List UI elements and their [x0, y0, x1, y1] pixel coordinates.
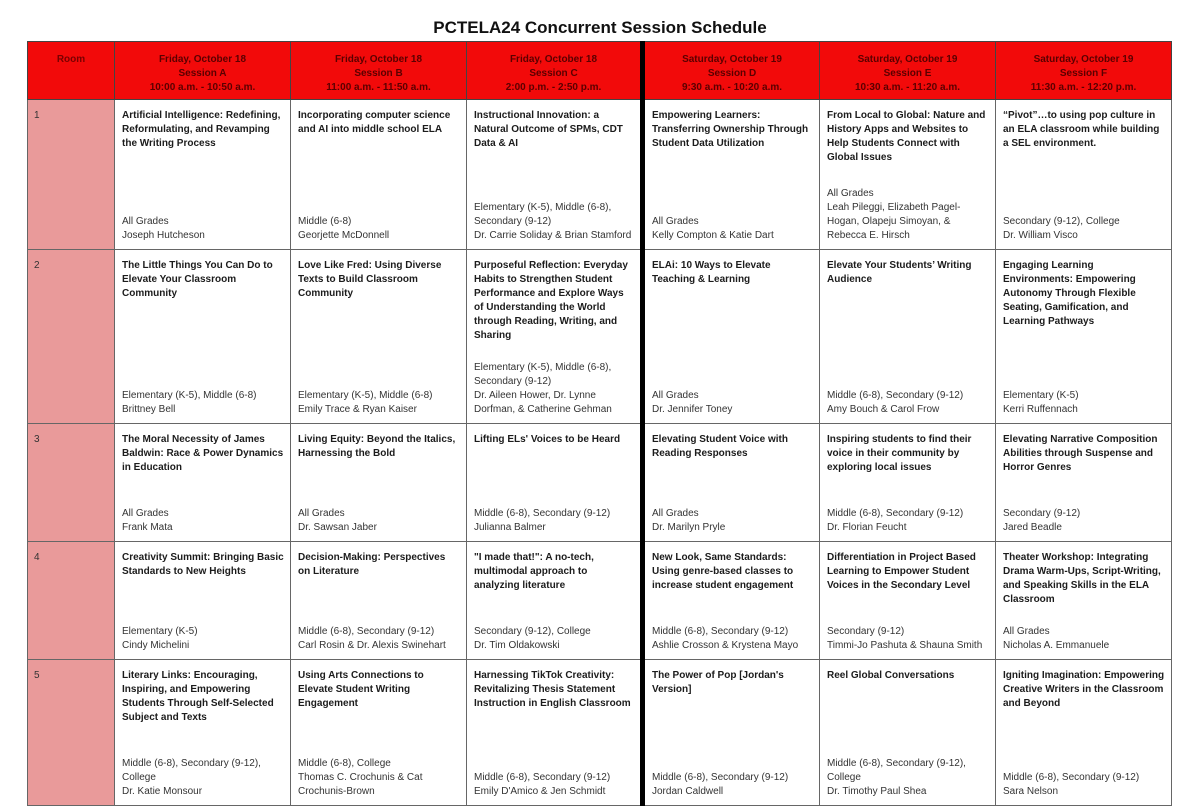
session-title: Using Arts Connections to Elevate Student Writing Engagement	[298, 670, 424, 709]
session-grades: Middle (6-8), Secondary (9-12)	[827, 390, 964, 401]
session-title: Instructional Innovation: a Natural Outcome of SPMs, CDT Data & AI	[474, 110, 623, 149]
session-presenters: Dr. Jennifer Toney	[652, 404, 733, 415]
session-presenters: Kelly Compton & Katie Dart	[652, 230, 774, 241]
session-cell	[467, 424, 643, 542]
column-session: Session E	[883, 68, 932, 79]
session-presenters: Kerri Ruffennach	[1003, 404, 1078, 415]
session-presenters: Joseph Hutcheson	[122, 230, 205, 241]
session-presenters: Dr. Sawsan Jaber	[298, 522, 377, 533]
session-cell	[291, 100, 467, 250]
column-day: Saturday, October 19	[1033, 54, 1134, 65]
session-cell	[643, 100, 820, 250]
session-grades: All Grades	[652, 216, 699, 227]
column-time: 2:00 p.m. - 2:50 p.m.	[505, 82, 602, 93]
session-presenters: Emily D'Amico & Jen Schmidt	[474, 786, 606, 797]
column-header-session-e	[820, 42, 996, 100]
session-presenters: Timmi-Jo Pashuta & Shauna Smith	[827, 640, 983, 651]
session-cell	[467, 542, 643, 660]
column-day: Saturday, October 19	[682, 54, 782, 65]
session-cell	[643, 250, 820, 424]
session-cell	[820, 250, 996, 424]
session-grades: Middle (6-8), Secondary (9-12), College	[827, 758, 966, 783]
column-time: 10:00 a.m. - 10:50 a.m.	[149, 82, 256, 93]
column-session: Session A	[178, 68, 227, 79]
session-grades: Middle (6-8), Secondary (9-12)	[298, 626, 435, 637]
room-number: 4	[28, 542, 115, 660]
session-grades: All Grades	[298, 508, 345, 519]
session-title: Empowering Learners: Transferring Ownership Through Student Data Utilization	[652, 110, 809, 149]
column-session: Session F	[1059, 68, 1108, 79]
session-cell	[643, 660, 820, 806]
session-presenters: Jordan Caldwell	[652, 786, 724, 797]
session-grades: Elementary (K-5)	[122, 626, 198, 637]
session-cell	[291, 424, 467, 542]
session-title: ELAi: 10 Ways to Elevate Teaching & Learning	[652, 260, 771, 285]
session-presenters: Cindy Michelini	[122, 640, 190, 651]
session-title: Theater Workshop: Integrating Drama Warm-Ups, Script-Writing, and Speaking Skills in the ELA Classroom	[1003, 552, 1161, 605]
session-grades: All Grades	[827, 188, 874, 199]
column-header-session-a	[115, 42, 291, 100]
column-day: Friday, October 18	[509, 54, 598, 65]
session-presenters: Frank Mata	[122, 522, 173, 533]
session-cell	[820, 100, 996, 250]
session-title: Elevating Narrative Composition Abilities through Suspense and Horror Genres	[1003, 434, 1158, 473]
session-presenters: Dr. Tim Oldakowski	[474, 640, 560, 651]
session-presenters: Dr. Aileen Hower, Dr. Lynne Dorfman, & Catherine Gehman	[474, 390, 612, 415]
column-day: Friday, October 18	[158, 54, 247, 65]
session-grades: Elementary (K-5), Middle (6-8)	[122, 390, 257, 401]
session-grades: Secondary (9-12), College	[474, 626, 591, 637]
session-title: Incorporating computer science and AI into middle school ELA	[298, 110, 451, 135]
session-presenters: Julianna Balmer	[474, 522, 546, 533]
table-row	[28, 660, 1172, 806]
session-cell	[820, 542, 996, 660]
column-header-session-d	[643, 42, 820, 100]
session-grades: Middle (6-8)	[298, 216, 352, 227]
session-grades: Middle (6-8), Secondary (9-12)	[827, 508, 964, 519]
session-title: Artificial Intelligence: Redefining, Reformulating, and Revamping the Writing Process	[122, 110, 281, 149]
session-cell	[115, 100, 291, 250]
session-presenters: Dr. Timothy Paul Shea	[827, 786, 927, 797]
table-row	[28, 542, 1172, 660]
session-title: Living Equity: Beyond the Italics, Harnessing the Bold	[298, 434, 456, 459]
session-cell	[996, 100, 1172, 250]
header-row	[28, 42, 1172, 100]
session-cell	[291, 660, 467, 806]
session-presenters: Emily Trace & Ryan Kaiser	[298, 404, 417, 415]
session-title: The Little Things You Can Do to Elevate Your Classroom Community	[122, 260, 273, 299]
session-grades: Middle (6-8), Secondary (9-12)	[652, 772, 789, 783]
session-presenters: Dr. Carrie Soliday & Brian Stamford	[474, 230, 632, 241]
column-header-session-c	[467, 42, 643, 100]
session-title: Elevating Student Voice with Reading Responses	[652, 434, 788, 459]
session-grades: All Grades	[1003, 626, 1050, 637]
column-session: Session D	[707, 68, 757, 79]
room-number: 1	[28, 100, 115, 250]
session-grades: Secondary (9-12), College	[1003, 216, 1120, 227]
page-title: PCTELA24 Concurrent Session Schedule	[433, 18, 767, 37]
session-cell	[643, 424, 820, 542]
session-title: From Local to Global: Nature and History Apps and Websites to Help Students Connect with Global Issues	[827, 110, 986, 163]
session-cell	[820, 660, 996, 806]
session-title: Literary Links: Encouraging, Inspiring, and Empowering Students Through Self-Selected Subject and Texts	[122, 670, 274, 723]
session-grades: Elementary (K-5), Middle (6-8), Secondary (9-12)	[474, 202, 612, 227]
session-presenters: Jared Beadle	[1003, 522, 1062, 533]
session-title: “Pivot”…to using pop culture in an ELA classroom while building a SEL environment.	[1003, 110, 1160, 149]
session-grades: Middle (6-8), Secondary (9-12)	[474, 508, 611, 519]
session-grades: Middle (6-8), College	[298, 758, 391, 769]
session-grades: Secondary (9-12)	[827, 626, 905, 637]
session-presenters: Carl Rosin & Dr. Alexis Swinehart	[298, 640, 446, 651]
column-time: 9:30 a.m. - 10:20 a.m.	[681, 82, 783, 93]
column-session: Session C	[529, 68, 578, 79]
table-row	[28, 100, 1172, 250]
session-presenters: Dr. Florian Feucht	[827, 522, 907, 533]
session-grades: All Grades	[652, 508, 699, 519]
session-presenters: Thomas C. Crochunis & Cat Crochunis-Brown	[298, 772, 423, 797]
room-number: 3	[28, 424, 115, 542]
session-presenters: Leah Pileggi, Elizabeth Pagel-Hogan, Olapeju Simoyan, & Rebecca E. Hirsch	[827, 202, 961, 241]
session-grades: All Grades	[122, 508, 169, 519]
session-cell	[115, 542, 291, 660]
session-grades: Middle (6-8), Secondary (9-12)	[1003, 772, 1140, 783]
session-cell	[996, 542, 1172, 660]
session-title: The Moral Necessity of James Baldwin: Race & Power Dynamics in Education	[122, 434, 284, 473]
session-cell	[643, 542, 820, 660]
session-cell	[467, 660, 643, 806]
room-number: 5	[28, 660, 115, 806]
session-presenters: Ashlie Crosson & Krystena Mayo	[652, 640, 799, 651]
session-grades: Middle (6-8), Secondary (9-12)	[474, 772, 611, 783]
session-title: Elevate Your Students’ Writing Audience	[827, 260, 972, 285]
session-cell	[996, 660, 1172, 806]
table-row	[28, 250, 1172, 424]
session-grades: All Grades	[122, 216, 169, 227]
session-title: Differentiation in Project Based Learning to Empower Student Voices in the Secondary Level	[827, 552, 976, 591]
session-title: Love Like Fred: Using Diverse Texts to Build Classroom Community	[298, 260, 442, 299]
room-header: Room	[28, 42, 115, 100]
session-presenters: Brittney Bell	[122, 404, 176, 415]
session-grades: Elementary (K-5), Middle (6-8)	[298, 390, 433, 401]
session-title: Creativity Summit: Bringing Basic Standards to New Heights	[122, 552, 284, 577]
session-title: Reel Global Conversations	[827, 670, 955, 681]
column-header-session-f	[996, 42, 1172, 100]
session-cell	[115, 424, 291, 542]
session-title: Inspiring students to find their voice in their community by exploring local issues	[827, 434, 972, 473]
column-time: 11:30 a.m. - 12:20 p.m.	[1030, 82, 1137, 93]
session-cell	[467, 100, 643, 250]
session-grades: Elementary (K-5), Middle (6-8), Secondary (9-12)	[474, 362, 612, 387]
session-presenters: Nicholas A. Emmanuele	[1003, 640, 1110, 651]
session-cell	[115, 660, 291, 806]
session-grades: Middle (6-8), Secondary (9-12)	[652, 626, 789, 637]
column-day: Friday, October 18	[334, 54, 423, 65]
session-cell	[291, 250, 467, 424]
session-grades: All Grades	[652, 390, 699, 401]
session-title: New Look, Same Standards: Using genre-based classes to increase student engagement	[652, 552, 794, 591]
session-title: "I made that!": A no-tech, multimodal approach to analyzing literature	[474, 552, 594, 591]
session-presenters: Sara Nelson	[1003, 786, 1059, 797]
session-presenters: Dr. Katie Monsour	[122, 786, 203, 797]
session-title: The Power of Pop [Jordan's Version]	[652, 670, 784, 695]
room-number: 2	[28, 250, 115, 424]
session-cell	[820, 424, 996, 542]
session-cell	[996, 424, 1172, 542]
session-cell	[467, 250, 643, 424]
column-day: Saturday, October 19	[857, 54, 958, 65]
session-cell	[291, 542, 467, 660]
session-title: Igniting Imagination: Empowering Creative Writers in the Classroom and Beyond	[1003, 670, 1165, 709]
column-header-session-b	[291, 42, 467, 100]
table-row	[28, 424, 1172, 542]
session-title: Purposeful Reflection: Everyday Habits to Strengthen Student Performance and Explore Ways of Understanding the World through Reading, Writing, and Sharing	[474, 260, 628, 341]
session-cell	[115, 250, 291, 424]
schedule-table	[27, 41, 1172, 806]
session-grades: Secondary (9-12)	[1003, 508, 1081, 519]
column-session: Session B	[354, 68, 403, 79]
session-title: Engaging Learning Environments: Empowering Autonomy Through Flexible Seating, Gamification, and Learning Pathways	[1003, 260, 1136, 327]
session-grades: Elementary (K-5)	[1003, 390, 1079, 401]
session-presenters: Dr. William Visco	[1003, 230, 1078, 241]
session-title: Decision-Making: Perspectives on Literature	[298, 552, 446, 577]
session-presenters: Amy Bouch & Carol Frow	[827, 404, 940, 415]
session-presenters: Dr. Marilyn Pryle	[652, 522, 726, 533]
session-cell	[996, 250, 1172, 424]
session-grades: Middle (6-8), Secondary (9-12), College	[122, 758, 261, 783]
session-title: Harnessing TikTok Creativity: Revitalizing Thesis Statement Instruction in English Classroom	[474, 670, 631, 709]
column-time: 11:00 a.m. - 11:50 a.m.	[326, 82, 431, 93]
session-title: Lifting ELs' Voices to be Heard	[474, 434, 621, 445]
session-presenters: Georjette McDonnell	[298, 230, 390, 241]
column-time: 10:30 a.m. - 11:20 a.m.	[854, 82, 961, 93]
